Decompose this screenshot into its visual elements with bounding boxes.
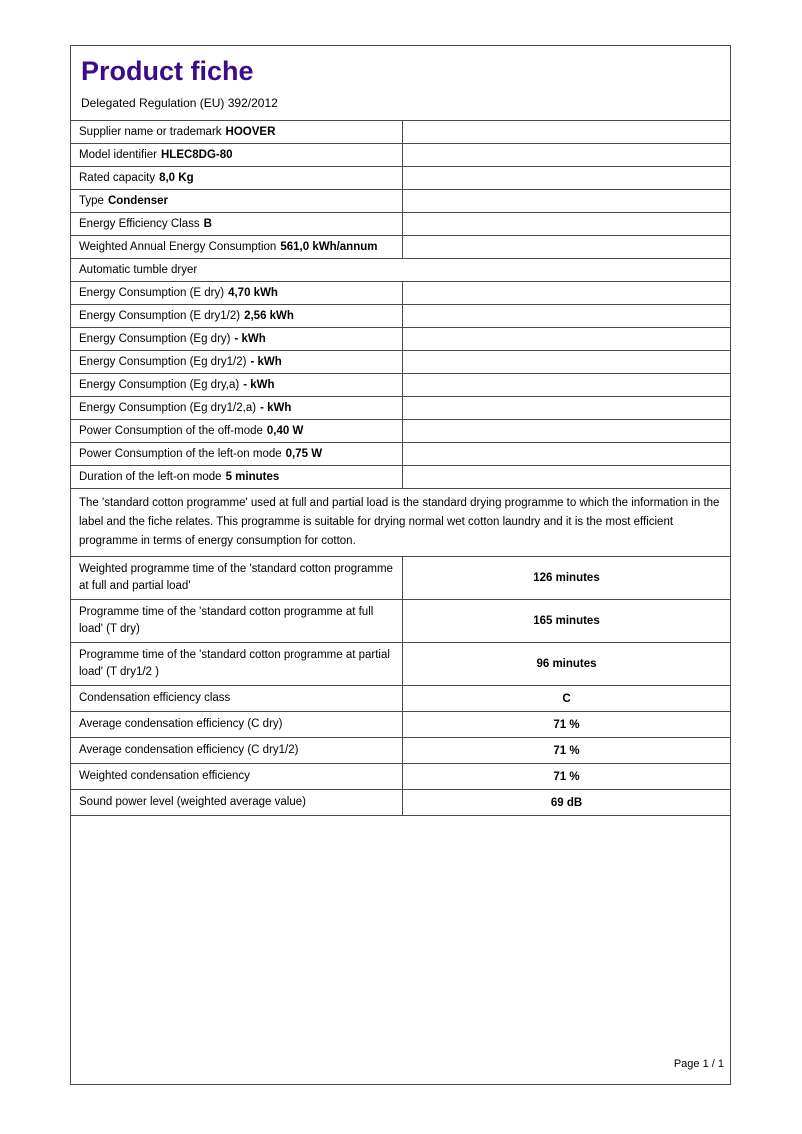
- table-row: [71, 190, 730, 213]
- page-header: [71, 46, 730, 110]
- table-cell-label: [71, 144, 402, 166]
- table-row: [71, 764, 730, 790]
- table-row: [71, 305, 730, 328]
- table-cell-empty: [402, 374, 730, 396]
- row-label: Model identifier: [79, 149, 157, 161]
- table-row: [71, 144, 730, 167]
- table-cell-label: [71, 643, 402, 685]
- row-value: - kWh: [250, 356, 282, 368]
- table-row: [71, 328, 730, 351]
- row-label: Average condensation efficiency (C dry): [79, 718, 283, 730]
- table-cell-empty: [402, 466, 730, 488]
- table-cell-label: [71, 686, 402, 711]
- table-cell-value: 71 %: [402, 764, 730, 789]
- table-row: [71, 121, 730, 144]
- row-label: Energy Consumption (Eg dry1/2): [79, 356, 247, 368]
- row-value: 5 minutes: [225, 471, 280, 483]
- row-value: 0,75 W: [285, 448, 323, 460]
- table-cell-label: [71, 121, 402, 143]
- row-value: Condenser: [107, 195, 169, 207]
- fiche-table: [71, 120, 730, 816]
- table-cell-full: The 'standard cotton programme' used at full and partial load is the standard drying programme to which the information in the label and the fiche relates. This programme is suitable for drying normal wet cotton laundry and it is the most efficient programme in terms of energy consumption for cotton.: [79, 497, 720, 547]
- row-label: Programme time of the 'standard cotton programme at full load' (T dry): [79, 606, 374, 635]
- row-label: Energy Consumption (Eg dry1/2,a): [79, 402, 257, 414]
- table-row: [71, 557, 730, 600]
- row-label: Type: [79, 195, 104, 207]
- table-row: [71, 600, 730, 643]
- row-value: 0,40 W: [266, 425, 304, 437]
- table-cell-label: [71, 374, 402, 396]
- table-row: [71, 738, 730, 764]
- row-label: Energy Consumption (Eg dry,a): [79, 379, 240, 391]
- row-label: Power Consumption of the left-on mode: [79, 448, 282, 460]
- row-value: - kWh: [260, 402, 292, 414]
- table-cell-value: 69 dB: [402, 790, 730, 815]
- row-value: 4,70 kWh: [228, 287, 278, 299]
- table-cell-label: [71, 351, 402, 373]
- table-row: [71, 443, 730, 466]
- table-cell-empty: [402, 144, 730, 166]
- table-row: [71, 213, 730, 236]
- table-row: [71, 236, 730, 259]
- row-value: HLEC8DG-80: [160, 149, 233, 161]
- table-row: [71, 282, 730, 305]
- table-cell-label: [71, 282, 402, 304]
- row-label: Average condensation efficiency (C dry1/2): [79, 744, 299, 756]
- table-cell-empty: [402, 167, 730, 189]
- table-cell-full: Automatic tumble dryer: [79, 264, 198, 276]
- row-label: Programme time of the 'standard cotton programme at partial load' (T dry1/2 ): [79, 649, 390, 678]
- table-row: [71, 686, 730, 712]
- table-cell-label: [71, 466, 402, 488]
- table-cell-empty: [402, 282, 730, 304]
- row-label: Energy Consumption (E dry): [79, 287, 225, 299]
- row-value: HOOVER: [225, 126, 276, 138]
- table-cell-label: [71, 420, 402, 442]
- row-label: Power Consumption of the off-mode: [79, 425, 263, 437]
- table-cell-empty: [402, 328, 730, 350]
- table-cell-label: [71, 167, 402, 189]
- table-cell-label: [71, 443, 402, 465]
- table-cell-value: 165 minutes: [402, 600, 730, 642]
- row-value: B: [203, 218, 212, 230]
- table-cell-label: [71, 236, 402, 258]
- row-label: Energy Consumption (Eg dry): [79, 333, 231, 345]
- table-cell-empty: [402, 236, 730, 258]
- table-row: [71, 712, 730, 738]
- table-cell-label: [71, 305, 402, 327]
- table-row: [71, 351, 730, 374]
- page-subtitle: Delegated Regulation (EU) 392/2012: [81, 96, 278, 110]
- row-label: Weighted Annual Energy Consumption: [79, 241, 277, 253]
- row-label: Sound power level (weighted average value): [79, 796, 306, 808]
- table-row: [71, 643, 730, 686]
- table-cell-empty: [402, 443, 730, 465]
- table-row: [71, 420, 730, 443]
- table-cell-empty: [402, 351, 730, 373]
- page-box: [70, 45, 731, 1085]
- table-cell-empty: [402, 121, 730, 143]
- row-label: Rated capacity: [79, 172, 156, 184]
- table-cell-label: [71, 397, 402, 419]
- table-cell-label: [71, 190, 402, 212]
- row-value: 8,0 Kg: [159, 172, 194, 184]
- table-cell-label: [71, 557, 402, 599]
- row-label: Duration of the left-on mode: [79, 471, 222, 483]
- table-row: [71, 790, 730, 816]
- table-cell-label: [71, 764, 402, 789]
- row-label: Energy Consumption (E dry1/2): [79, 310, 241, 322]
- table-cell-empty: [402, 190, 730, 212]
- table-cell-value: 71 %: [402, 738, 730, 763]
- table-cell-empty: [402, 397, 730, 419]
- row-value: - kWh: [243, 379, 275, 391]
- table-cell-empty: [402, 213, 730, 235]
- table-cell-label: [71, 213, 402, 235]
- row-label: Energy Efficiency Class: [79, 218, 200, 230]
- table-cell-value: 126 minutes: [402, 557, 730, 599]
- table-cell-label: [71, 328, 402, 350]
- table-cell-value: 71 %: [402, 712, 730, 737]
- table-row: [71, 489, 730, 557]
- table-cell-value: 96 minutes: [402, 643, 730, 685]
- table-row: [71, 374, 730, 397]
- table-row: [71, 397, 730, 420]
- row-label: Supplier name or trademark: [79, 126, 222, 138]
- page-number: Page 1 / 1: [673, 1058, 724, 1070]
- row-label: Condensation efficiency class: [79, 692, 231, 704]
- row-label: Weighted condensation efficiency: [79, 770, 250, 782]
- page-title: Product fiche: [81, 56, 254, 86]
- table-cell-empty: [402, 305, 730, 327]
- table-cell-label: [71, 738, 402, 763]
- row-label: Weighted programme time of the 'standard cotton programme at full and partial load': [79, 563, 393, 592]
- row-value: 561,0 kWh/annum: [280, 241, 378, 253]
- table-cell-value: C: [402, 686, 730, 711]
- table-cell-empty: [402, 420, 730, 442]
- table-row: [71, 466, 730, 489]
- table-cell-label: [71, 790, 402, 815]
- table-row: [71, 167, 730, 190]
- row-value: - kWh: [234, 333, 266, 345]
- table-row: [71, 259, 730, 282]
- table-cell-label: [71, 712, 402, 737]
- table-cell-label: [71, 600, 402, 642]
- row-value: 2,56 kWh: [244, 310, 294, 322]
